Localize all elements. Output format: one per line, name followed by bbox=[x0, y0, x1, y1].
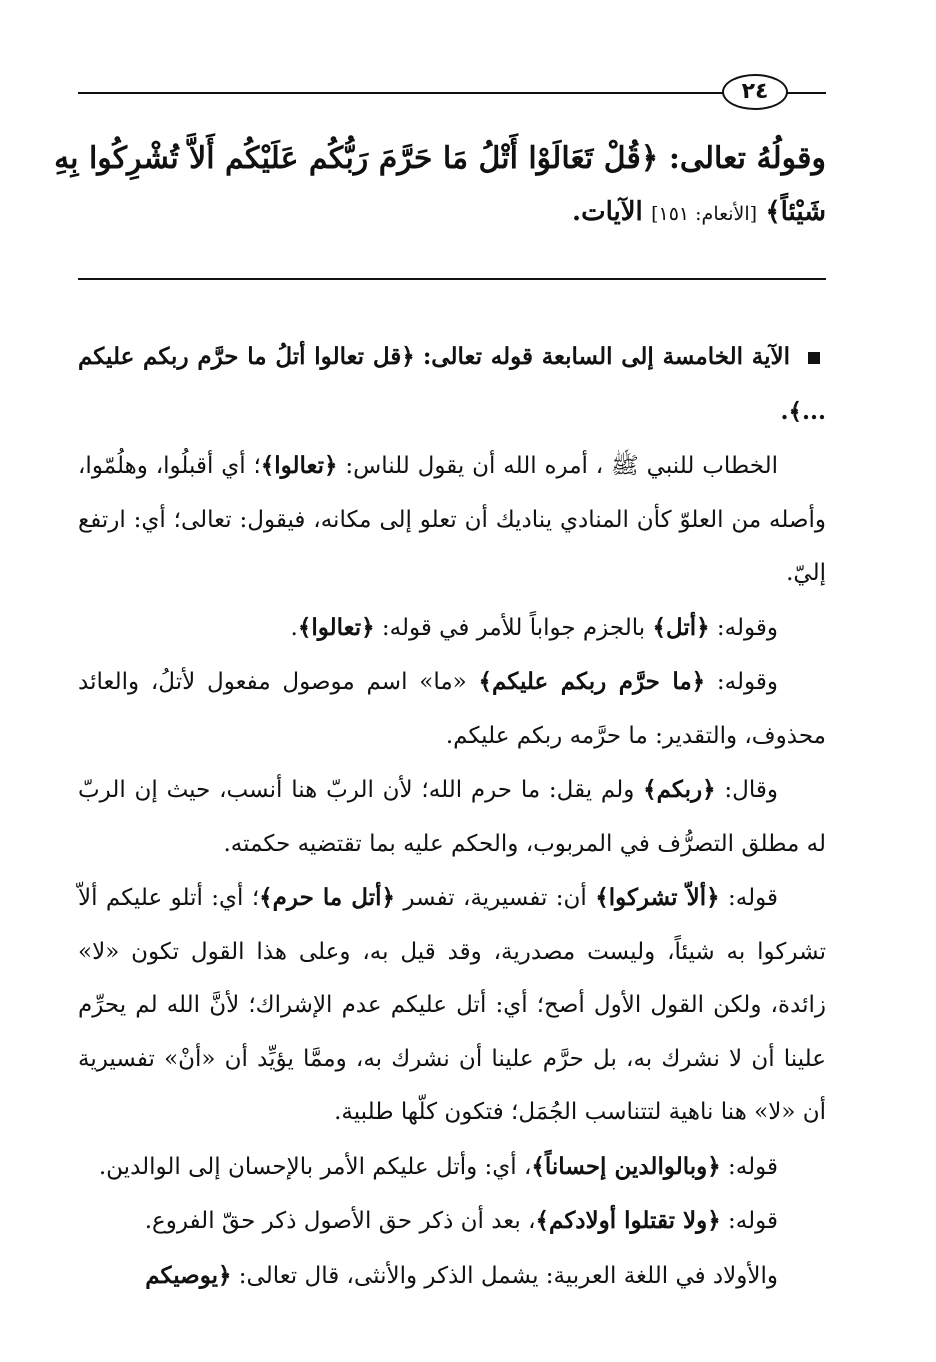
paragraph-text: . bbox=[290, 614, 298, 641]
paragraph-text: ، بعد أن ذكر حق الأصول ذكر حقّ الفروع. bbox=[144, 1208, 536, 1234]
paragraph-text: ولم يقل: ما حرم الله؛ لأن الربّ هنا أنسب، حيث إن الربّ له مطلق التصرُّف في المربوب، والحكم عليه بما تقتضيه حكمته. bbox=[78, 777, 826, 857]
heading-lead: الآية الخامسة إلى السابعة قوله تعالى: bbox=[422, 343, 790, 370]
quran-quote: ﴿وبالوالدين إحساناً﴾ bbox=[531, 1152, 721, 1180]
paragraph-p3 bbox=[78, 655, 826, 763]
paragraph-text: وقوله: bbox=[705, 669, 779, 695]
quran-quote: ﴿أتل﴾ bbox=[652, 613, 710, 641]
paragraph-text: قوله: bbox=[720, 1208, 778, 1234]
paragraph-p6 bbox=[78, 1140, 826, 1195]
heading-quote: ﴿قل تعالوا أتلُ ما حرَّم ربكم عليكم ...﴾. bbox=[78, 343, 826, 425]
verse-line-2 bbox=[78, 188, 826, 238]
paragraph-p5 bbox=[78, 871, 826, 1140]
verse-line-1: وقولُهُ تعالى: ﴿قُلْ تَعَالَوْا أَتْلُ مَا حَرَّمَ رَبُّكُم عَلَيْكُم أَلاَّ تُشْرِكُوا بِهِ bbox=[54, 141, 826, 176]
verse-tail: الآيات. bbox=[572, 197, 643, 227]
quran-quote: ﴿تعالوا﴾ bbox=[260, 452, 338, 479]
verse-reference: [الأنعام: ١٥١] bbox=[651, 203, 758, 225]
paragraph-text: أن: تفسيرية، تفسر bbox=[395, 885, 596, 911]
verse-ending: شَيْئاً﴾ bbox=[765, 197, 826, 227]
commentary-body bbox=[78, 330, 826, 1303]
page-number: ٢٤ bbox=[722, 74, 788, 110]
quran-quote: ﴿يوصيكم bbox=[145, 1261, 232, 1289]
paragraph-text: ، أي: وأتل عليكم الأمر بالإحسان إلى الوالدين. bbox=[98, 1153, 532, 1180]
paragraph-text: قوله: bbox=[719, 885, 779, 911]
paragraph-text: الخطاب للنبي ﷺ ، أمره الله أن يقول للناس: bbox=[337, 453, 778, 479]
paragraph-text: والأولاد في اللغة العربية: يشمل الذكر والأنثى، قال تعالى: bbox=[231, 1262, 778, 1289]
paragraph-text: وقوله: bbox=[709, 614, 778, 641]
verse-block bbox=[54, 130, 826, 238]
paragraph-p1 bbox=[78, 439, 826, 601]
paragraph-p8 bbox=[78, 1249, 826, 1304]
paragraph-text: وقال: bbox=[715, 777, 778, 803]
quran-quote: ﴿ما حرَّم ربكم عليكم﴾ bbox=[478, 668, 706, 695]
paragraph-text: «ما» اسم موصول مفعول لأتلُ، والعائد محذوف، والتقدير: ما حرَّمه ربكم عليكم. bbox=[78, 669, 826, 749]
section-heading bbox=[78, 330, 826, 439]
paragraph-text: ؛ أي أقبلُوا، وهلُمّوا، وأصله من العلوّ كأن المنادي يناديك أن تعلو إلى مكانه، فيقول: تعالى؛ أي: ارتفع إليّ. bbox=[78, 453, 826, 586]
section-divider bbox=[78, 278, 826, 280]
paragraph-text: قوله: bbox=[720, 1153, 778, 1180]
quran-quote: ﴿أتل ما حرم﴾ bbox=[259, 884, 395, 911]
quran-quote: ﴿ولا تقتلوا أولادكم﴾ bbox=[535, 1207, 721, 1234]
paragraph-list bbox=[78, 439, 826, 1303]
header-rule bbox=[78, 92, 826, 94]
quran-quote: ﴿تعالوا﴾ bbox=[297, 613, 375, 641]
paragraph-p2 bbox=[78, 601, 826, 656]
square-bullet-icon bbox=[808, 352, 820, 364]
quran-quote: ﴿ربكم﴾ bbox=[643, 776, 716, 803]
paragraph-p7 bbox=[78, 1194, 826, 1249]
paragraph-text: ؛ أي: أتلو عليكم ألاّ تشركوا به شيئاً، وليست مصدرية، وقد قيل به، وعلى هذا القول تكون «لا» زائدة، ولكن القول الأول أصح؛ أي: أتل عليكم عدم الإشراك؛ لأنَّ الله لم يحرِّم علينا أن لا نشرك به، بل حرَّم علينا أن نشرك به، وممَّا يؤيِّد أن «أنْ» تفسيرية أن «لا» هنا ناهية لتتناسب الجُمَل؛ فتكون كلّها طلبية. bbox=[78, 885, 826, 1125]
quran-quote: ﴿ألاّ تشركوا﴾ bbox=[595, 884, 720, 911]
paragraph-text: بالجزم جواباً للأمر في قوله: bbox=[374, 614, 653, 641]
paragraph-p4 bbox=[78, 763, 826, 871]
